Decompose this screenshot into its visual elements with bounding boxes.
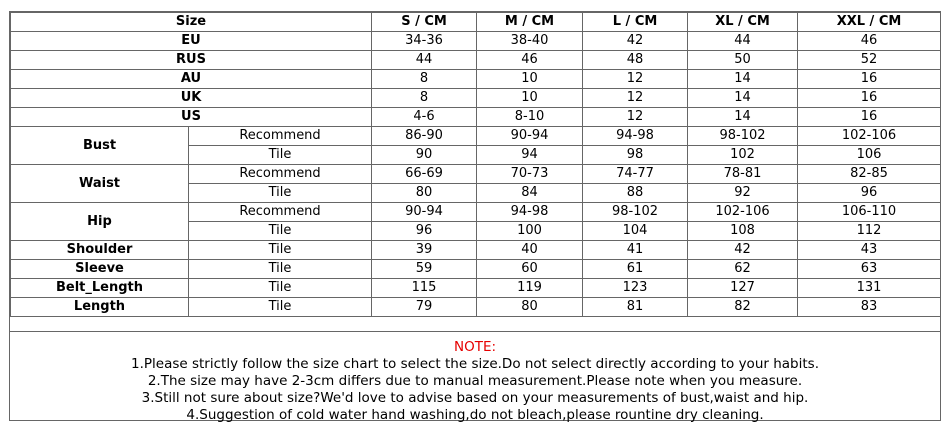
- table-row: [11, 108, 941, 127]
- row-sublabel: Tile: [189, 260, 372, 279]
- table-cell: 80: [372, 184, 477, 203]
- table-cell: 14: [688, 89, 798, 108]
- table-cell: 39: [372, 241, 477, 260]
- row-sublabel: Tile: [189, 146, 372, 165]
- table-cell: 78-81: [688, 165, 798, 184]
- table-cell: 43: [798, 241, 941, 260]
- row-label: Belt_Length: [11, 279, 189, 298]
- row-label: Bust: [11, 127, 189, 165]
- table-cell: 106-110: [798, 203, 941, 222]
- table-row: [11, 260, 941, 279]
- table-cell: 127: [688, 279, 798, 298]
- table-cell: 106: [798, 146, 941, 165]
- table-cell: 59: [372, 260, 477, 279]
- table-row: [11, 241, 941, 260]
- table-cell: 62: [688, 260, 798, 279]
- table-cell: 94: [477, 146, 583, 165]
- row-label: Hip: [11, 203, 189, 241]
- table-cell: 12: [583, 70, 688, 89]
- table-row: [11, 298, 941, 317]
- table-cell: 10: [477, 89, 583, 108]
- table-cell: 50: [688, 51, 798, 70]
- table-cell: 4-6: [372, 108, 477, 127]
- table-cell: 14: [688, 108, 798, 127]
- table-cell: 81: [583, 298, 688, 317]
- table-cell: 102-106: [798, 127, 941, 146]
- table-cell: 112: [798, 222, 941, 241]
- row-sublabel: Tile: [189, 222, 372, 241]
- table-cell: 98: [583, 146, 688, 165]
- table-cell: 94-98: [477, 203, 583, 222]
- table-cell: 82-85: [798, 165, 941, 184]
- size-table: [10, 12, 941, 317]
- table-cell: 115: [372, 279, 477, 298]
- table-cell: 80: [477, 298, 583, 317]
- table-cell: 104: [583, 222, 688, 241]
- table-cell: 108: [688, 222, 798, 241]
- table-cell: 10: [477, 70, 583, 89]
- table-cell: 16: [798, 70, 941, 89]
- table-cell: 96: [372, 222, 477, 241]
- table-cell: 90-94: [372, 203, 477, 222]
- table-cell: 119: [477, 279, 583, 298]
- table-cell: 44: [372, 51, 477, 70]
- table-cell: 42: [583, 32, 688, 51]
- table-row: [11, 165, 941, 184]
- row-sublabel: Tile: [189, 241, 372, 260]
- table-cell: 123: [583, 279, 688, 298]
- table-cell: 82: [688, 298, 798, 317]
- table-cell: 63: [798, 260, 941, 279]
- table-cell: 44: [688, 32, 798, 51]
- header-size-col: XXL / CM: [798, 13, 941, 32]
- table-cell: 96: [798, 184, 941, 203]
- row-label: UK: [11, 89, 372, 108]
- row-label: US: [11, 108, 372, 127]
- table-row: [11, 70, 941, 89]
- table-cell: 42: [688, 241, 798, 260]
- row-sublabel: Recommend: [189, 127, 372, 146]
- row-label: RUS: [11, 51, 372, 70]
- table-cell: 92: [688, 184, 798, 203]
- table-row: [11, 51, 941, 70]
- table-cell: 41: [583, 241, 688, 260]
- table-cell: 74-77: [583, 165, 688, 184]
- table-cell: 100: [477, 222, 583, 241]
- table-cell: 14: [688, 70, 798, 89]
- row-sublabel: Tile: [189, 279, 372, 298]
- table-cell: 83: [798, 298, 941, 317]
- table-cell: 70-73: [477, 165, 583, 184]
- table-cell: 38-40: [477, 32, 583, 51]
- table-cell: 40: [477, 241, 583, 260]
- table-row: [11, 89, 941, 108]
- row-sublabel: Recommend: [189, 165, 372, 184]
- table-cell: 61: [583, 260, 688, 279]
- table-cell: 98-102: [583, 203, 688, 222]
- row-label: EU: [11, 32, 372, 51]
- table-cell: 60: [477, 260, 583, 279]
- table-cell: 66-69: [372, 165, 477, 184]
- table-cell: 79: [372, 298, 477, 317]
- table-row: [11, 32, 941, 51]
- row-label: Sleeve: [11, 260, 189, 279]
- row-sublabel: Tile: [189, 298, 372, 317]
- table-cell: 102-106: [688, 203, 798, 222]
- header-size-label: Size: [11, 13, 372, 32]
- header-size-col: XL / CM: [688, 13, 798, 32]
- header-row: [11, 13, 941, 32]
- table-cell: 16: [798, 89, 941, 108]
- table-cell: 52: [798, 51, 941, 70]
- table-cell: 12: [583, 108, 688, 127]
- note-line-4: 4.Suggestion of cold water hand washing,do not bleach,please rountine dry cleaning.: [186, 407, 764, 423]
- table-cell: 46: [798, 32, 941, 51]
- header-size-col: L / CM: [583, 13, 688, 32]
- row-label: AU: [11, 70, 372, 89]
- table-cell: 8-10: [477, 108, 583, 127]
- row-sublabel: Tile: [189, 184, 372, 203]
- row-sublabel: Recommend: [189, 203, 372, 222]
- table-cell: 98-102: [688, 127, 798, 146]
- note-line-3: 3.Still not sure about size?We'd love to advise based on your measurements of bust,waist and hip.: [141, 390, 809, 406]
- table-cell: 90-94: [477, 127, 583, 146]
- notes-title: NOTE:: [453, 339, 497, 355]
- table-cell: 8: [372, 70, 477, 89]
- table-cell: 131: [798, 279, 941, 298]
- table-cell: 94-98: [583, 127, 688, 146]
- table-cell: 86-90: [372, 127, 477, 146]
- row-label: Waist: [11, 165, 189, 203]
- row-label: Length: [11, 298, 189, 317]
- header-size-col: S / CM: [372, 13, 477, 32]
- table-cell: 84: [477, 184, 583, 203]
- row-label: Shoulder: [11, 241, 189, 260]
- table-row: [11, 127, 941, 146]
- size-chart: [9, 11, 941, 421]
- notes-section: [10, 331, 940, 421]
- table-row: [11, 203, 941, 222]
- table-cell: 46: [477, 51, 583, 70]
- note-line-1: 1.Please strictly follow the size chart to select the size.Do not select directly according to your habits.: [131, 356, 819, 372]
- table-cell: 8: [372, 89, 477, 108]
- header-size-col: M / CM: [477, 13, 583, 32]
- table-row: [11, 279, 941, 298]
- note-line-2: 2.The size may have 2-3cm differs due to manual measurement.Please note when you measure.: [147, 373, 803, 389]
- table-cell: 90: [372, 146, 477, 165]
- table-cell: 48: [583, 51, 688, 70]
- table-cell: 88: [583, 184, 688, 203]
- table-cell: 16: [798, 108, 941, 127]
- table-cell: 12: [583, 89, 688, 108]
- table-cell: 34-36: [372, 32, 477, 51]
- table-cell: 102: [688, 146, 798, 165]
